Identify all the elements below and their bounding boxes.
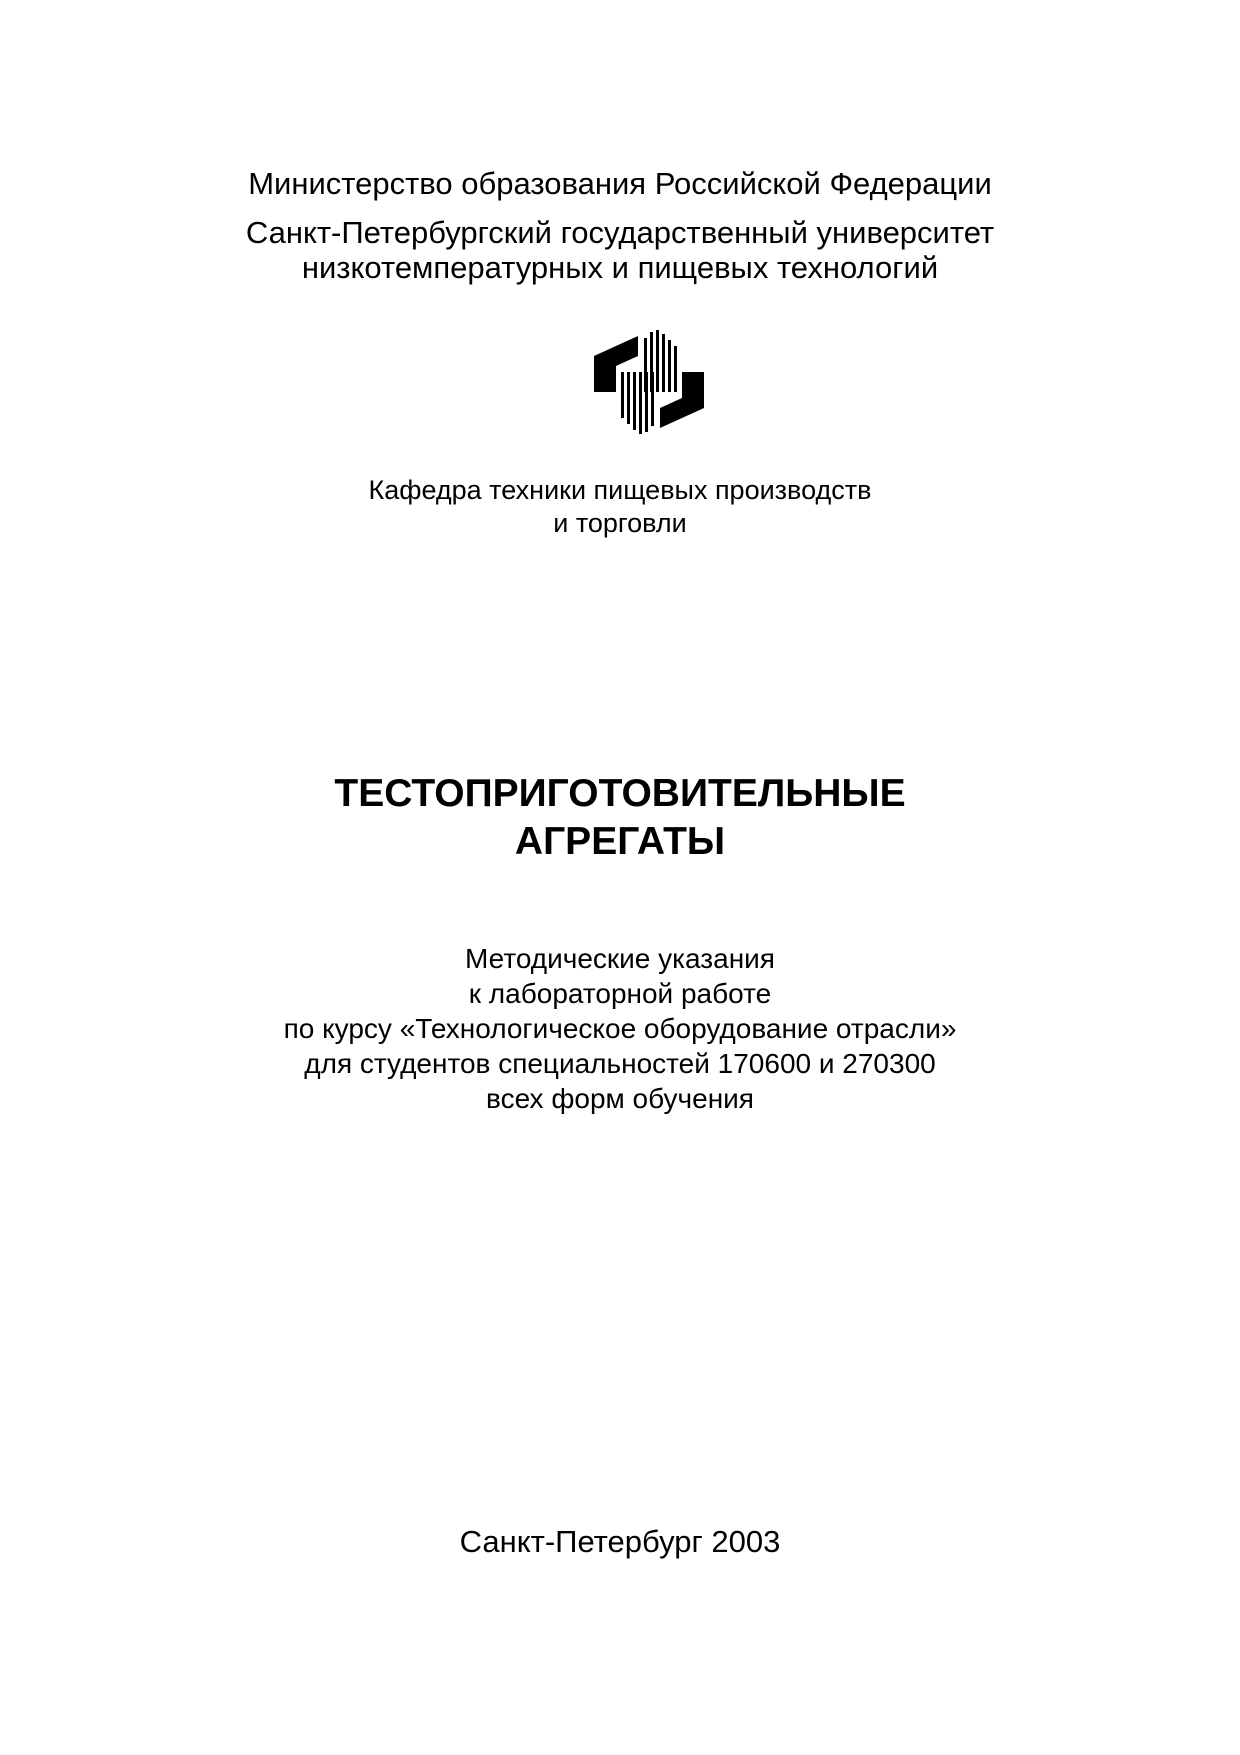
document-title-line2: АГРЕГАТЫ — [514, 820, 726, 863]
university-name-line1: Санкт-Петербургский государственный университет — [245, 215, 995, 250]
description-line4: для студентов специальностей 170600 и 270300 — [304, 1048, 936, 1079]
description-line2: к лабораторной работе — [468, 978, 772, 1009]
description-line5: всех форм обучения — [486, 1083, 754, 1114]
document-title-line1: ТЕСТОПРИГОТОВИТЕЛЬНЫЕ — [334, 772, 906, 815]
description-line3: по курсу «Технологическое оборудование отрасли» — [283, 1013, 957, 1044]
university-name-line2: низкотемпературных и пищевых технологий — [301, 250, 939, 285]
ministry-name: Министерство образования Российской Федерации — [248, 166, 992, 201]
department-name-line1: Кафедра техники пищевых производств — [368, 475, 872, 505]
university-emblem-icon — [594, 330, 704, 434]
description-line1: Методические указания — [465, 943, 775, 974]
department-name-line2: и торговли — [553, 508, 687, 538]
publication-place-year: Санкт-Петербург 2003 — [459, 1524, 781, 1559]
